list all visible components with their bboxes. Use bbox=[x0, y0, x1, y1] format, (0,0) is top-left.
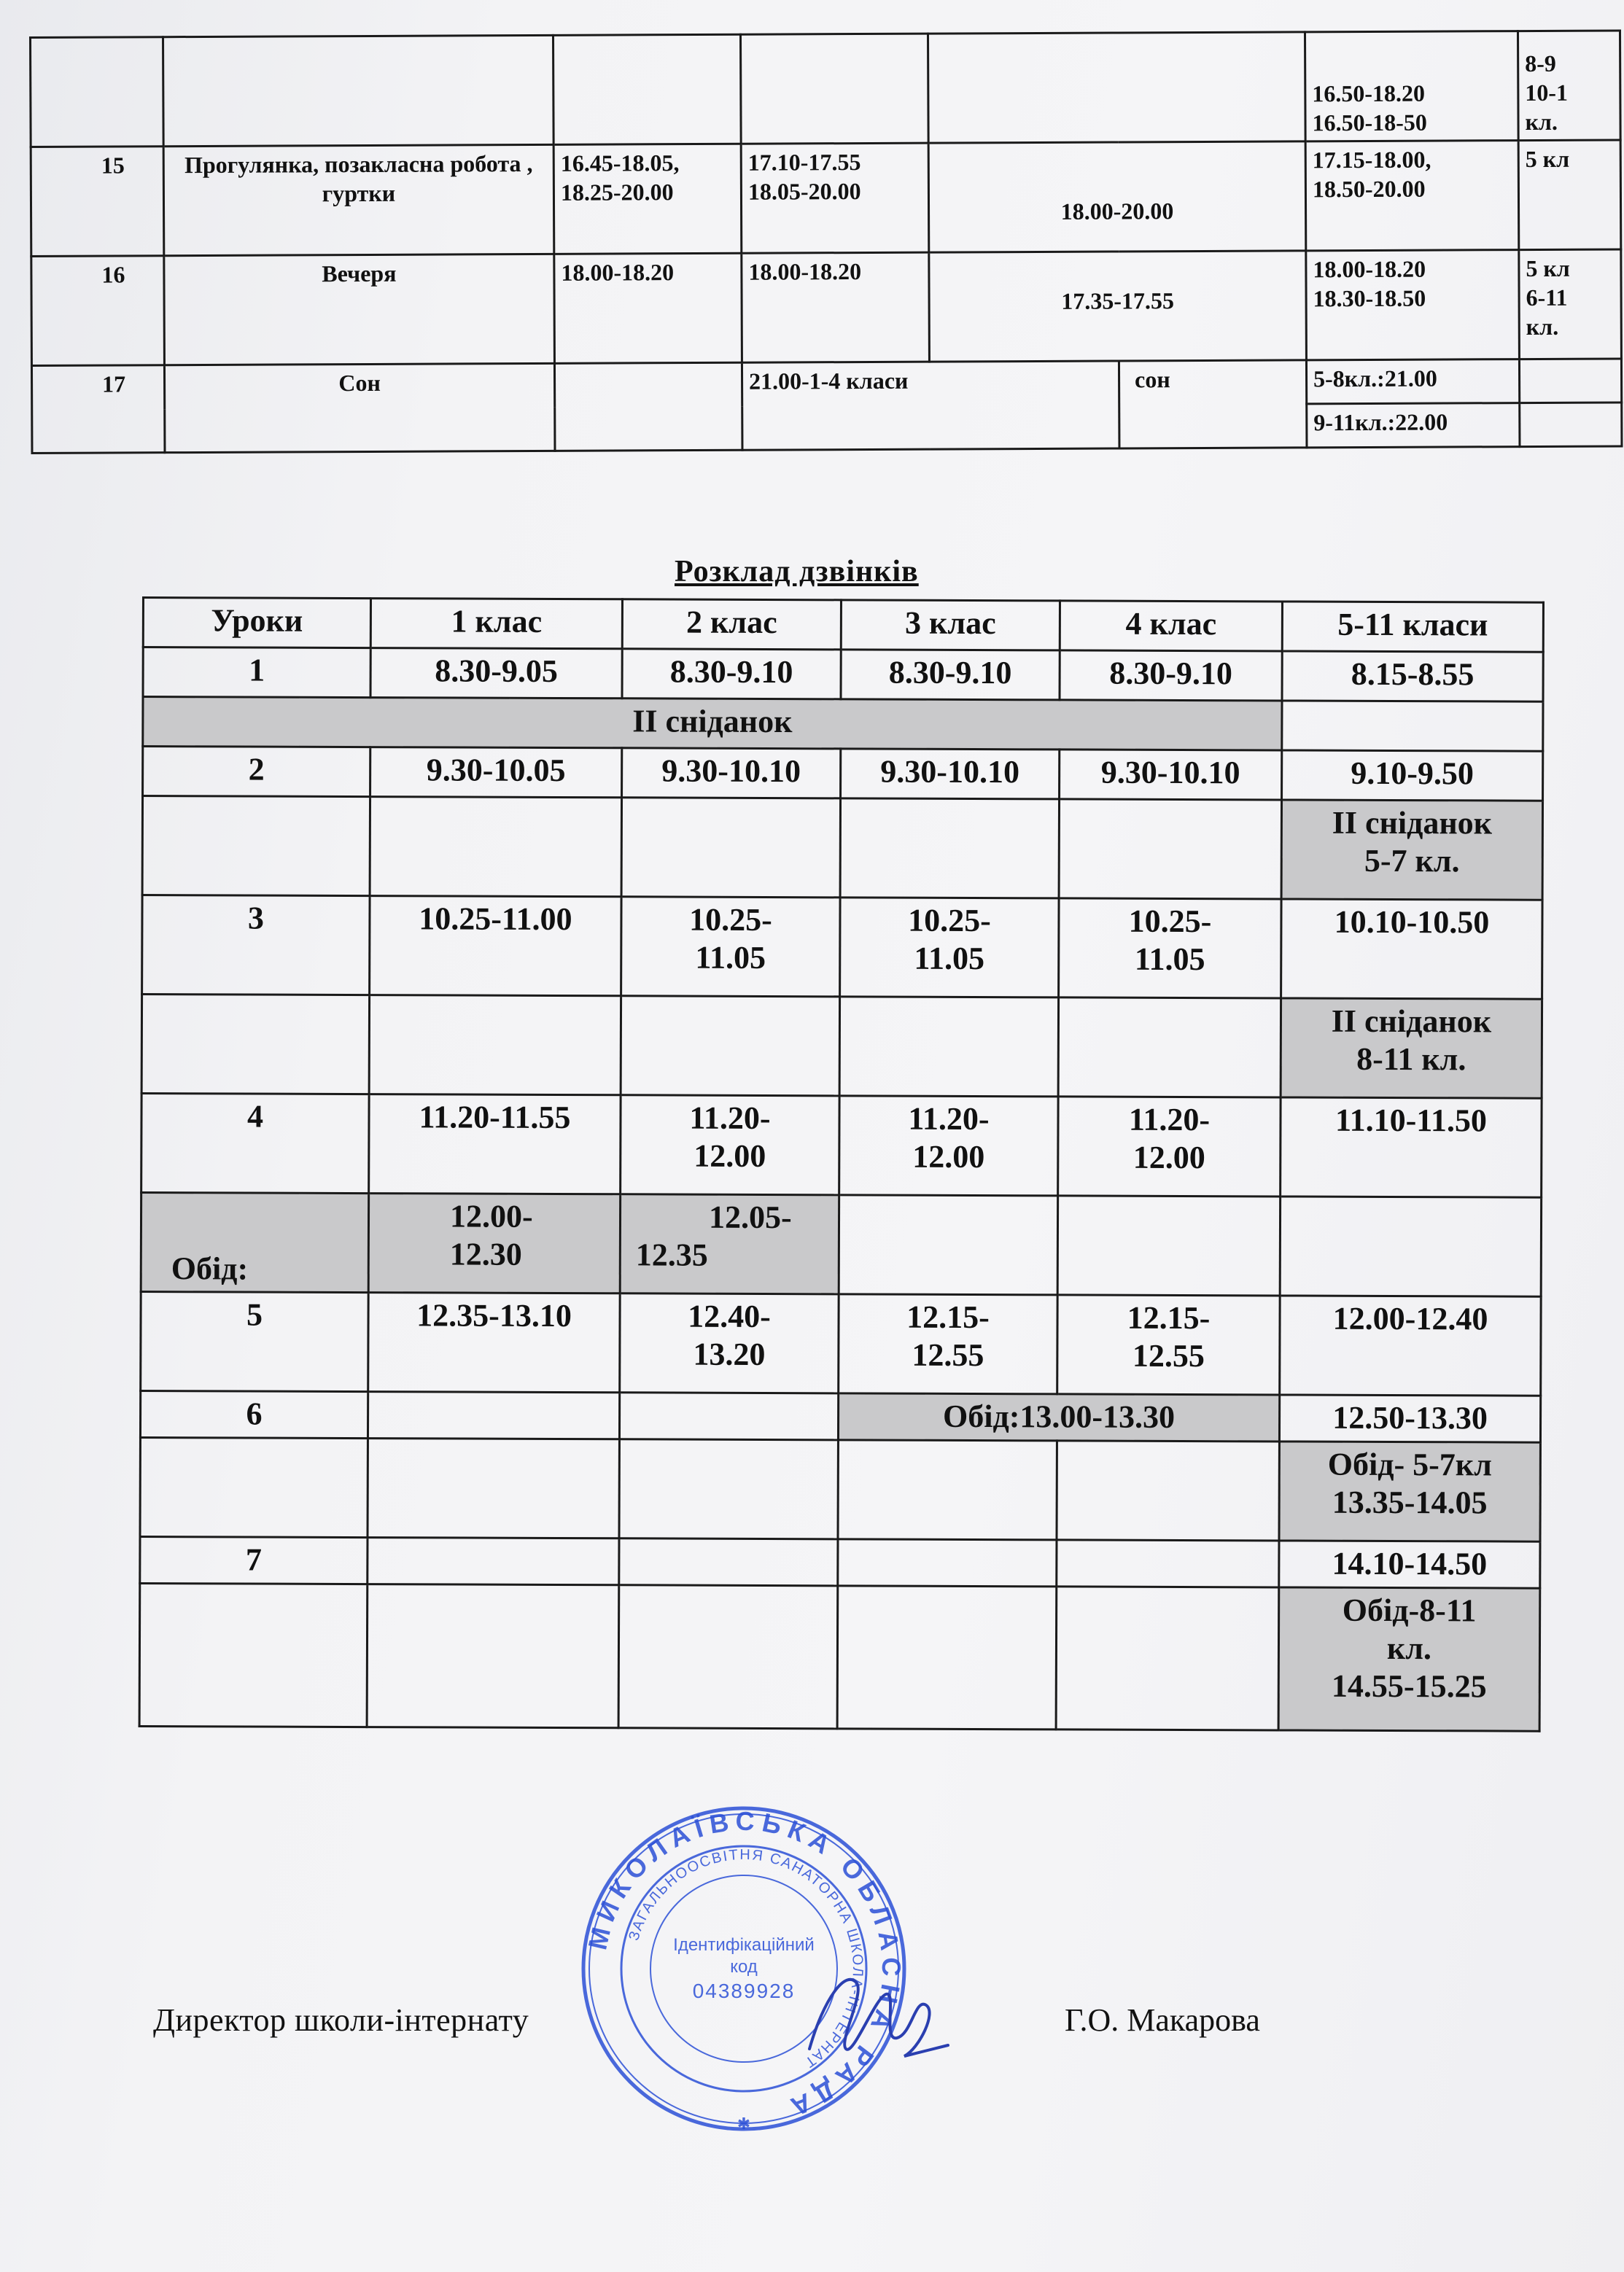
lunch-cell: 12.05- 12.35 bbox=[620, 1194, 839, 1294]
table-row bbox=[141, 995, 1542, 1099]
header-row bbox=[143, 598, 1543, 653]
table-row bbox=[141, 1193, 1541, 1297]
cell: 5 кл 6-11 кл. bbox=[1519, 249, 1622, 359]
column-header: 3 клас bbox=[841, 600, 1060, 650]
lunch-cell: 12.00- 12.30 bbox=[368, 1194, 620, 1293]
director-name: Г.О. Макарова bbox=[1065, 2002, 1260, 2038]
activity-name: Прогулянка, позакласна робота , гуртки bbox=[163, 144, 554, 255]
lunch-cell: Обід:13.00-13.30 bbox=[838, 1393, 1279, 1442]
director-label: Директор школи-інтернату bbox=[153, 2002, 529, 2038]
table-row bbox=[31, 359, 1621, 410]
lunch-label: Обід: bbox=[141, 1193, 368, 1293]
cell: 5-8кл.:21.00 bbox=[1306, 359, 1519, 404]
table-row: 3 10.25-11.00 10.25- 11.05 10.25- 11.05 10.25- 11.05 10.10-10.50 bbox=[142, 895, 1542, 1000]
activity-name: Сон bbox=[164, 363, 555, 452]
cell: 17.10-17.55 18.05-20.00 bbox=[741, 143, 929, 253]
svg-text:04389928: 04389928 bbox=[692, 1980, 796, 2002]
table-row: 6 Обід:13.00-13.30 12.50-13.30 bbox=[140, 1390, 1540, 1442]
table-row bbox=[140, 1437, 1540, 1541]
cell: 16.50-18.20 16.50-18-50 bbox=[1305, 31, 1518, 141]
row-number: 15 bbox=[31, 147, 164, 257]
table-row: 7 14.10-14.50 bbox=[140, 1536, 1540, 1588]
lunch-cell: Обід- 5-7кл 13.35-14.05 bbox=[1279, 1442, 1540, 1541]
svg-text:ЗАГАЛЬНООСВІТНЯ САНАТОРНА ШКОЛ: ЗАГАЛЬНООСВІТНЯ САНАТОРНА ШКОЛА-ІНТЕРНАТ bbox=[626, 1846, 866, 2071]
cell: 8-9 10-1 кл. bbox=[1518, 31, 1620, 141]
bell-schedule-table bbox=[139, 596, 1545, 1732]
cell: 17.15-18.00, 18.50-20.00 bbox=[1305, 141, 1519, 251]
signature-icon bbox=[795, 1954, 955, 2078]
break-cell: ІІ сніданок 8-11 кл. bbox=[1281, 998, 1542, 1098]
table-row bbox=[31, 31, 1621, 147]
row-number: 16 bbox=[31, 256, 165, 366]
svg-text:Ідентифікаційний: Ідентифікаційний bbox=[673, 1935, 815, 1955]
cell: 9-11кл.:22.00 bbox=[1307, 403, 1520, 448]
lunch-cell: Обід-8-11 кл. 14.55-15.25 bbox=[1278, 1587, 1540, 1731]
activity-name: Вечеря bbox=[164, 254, 555, 365]
table-row bbox=[139, 1583, 1540, 1731]
cell: 16.45-18.05, 18.25-20.00 bbox=[553, 144, 742, 254]
break-cell: ІІ сніданок 5-7 кл. bbox=[1281, 800, 1542, 900]
table-row: 2 9.30-10.05 9.30-10.10 9.30-10.10 9.30-10.10 9.10-9.50 bbox=[143, 747, 1543, 801]
table-row: 1 8.30-9.05 8.30-9.10 8.30-9.10 8.30-9.10 8.15-8.55 bbox=[143, 647, 1543, 702]
table-row: 4 11.20-11.55 11.20- 12.00 11.20- 12.00 11.20- 12.00 11.10-11.50 bbox=[141, 1094, 1542, 1198]
column-header: 1 клас bbox=[370, 599, 622, 649]
cell: 18.00-18.20 18.30-18.50 bbox=[1306, 250, 1520, 360]
cell: 18.00-18.20 bbox=[742, 252, 930, 362]
table-row: 5 12.35-13.10 12.40- 13.20 12.15- 12.55 12.15- 12.55 12.00-12.40 bbox=[141, 1291, 1541, 1396]
cell: 18.00-18.20 bbox=[554, 253, 742, 363]
table-row bbox=[31, 249, 1622, 366]
column-header: 4 клас bbox=[1060, 601, 1282, 651]
column-header: Уроки bbox=[143, 598, 370, 648]
column-header: 2 клас bbox=[622, 599, 841, 650]
table-row bbox=[143, 697, 1543, 752]
cell: 21.00-1-4 класи bbox=[742, 361, 1119, 450]
cell: 17.35-17.55 bbox=[929, 251, 1307, 362]
svg-text:МИКОЛАЇВСЬКА ОБЛАСНА РАДА: МИКОЛАЇВСЬКА ОБЛАСНА РАДА bbox=[582, 1805, 907, 2125]
row-number: 17 bbox=[31, 365, 165, 454]
cell: сон bbox=[1119, 360, 1307, 448]
cell: 5 кл bbox=[1518, 140, 1621, 250]
break-cell: ІІ сніданок bbox=[143, 697, 1282, 750]
table-row bbox=[31, 140, 1621, 257]
svg-text:✱: ✱ bbox=[737, 2115, 751, 2133]
table-row bbox=[142, 796, 1542, 900]
page-title: Розклад дзвінків bbox=[675, 555, 919, 588]
cell: 18.00-20.00 bbox=[928, 141, 1306, 252]
column-header: 5-11 класи bbox=[1282, 602, 1543, 652]
daily-routine-table bbox=[29, 29, 1623, 454]
svg-text:код: код bbox=[730, 1957, 758, 1977]
